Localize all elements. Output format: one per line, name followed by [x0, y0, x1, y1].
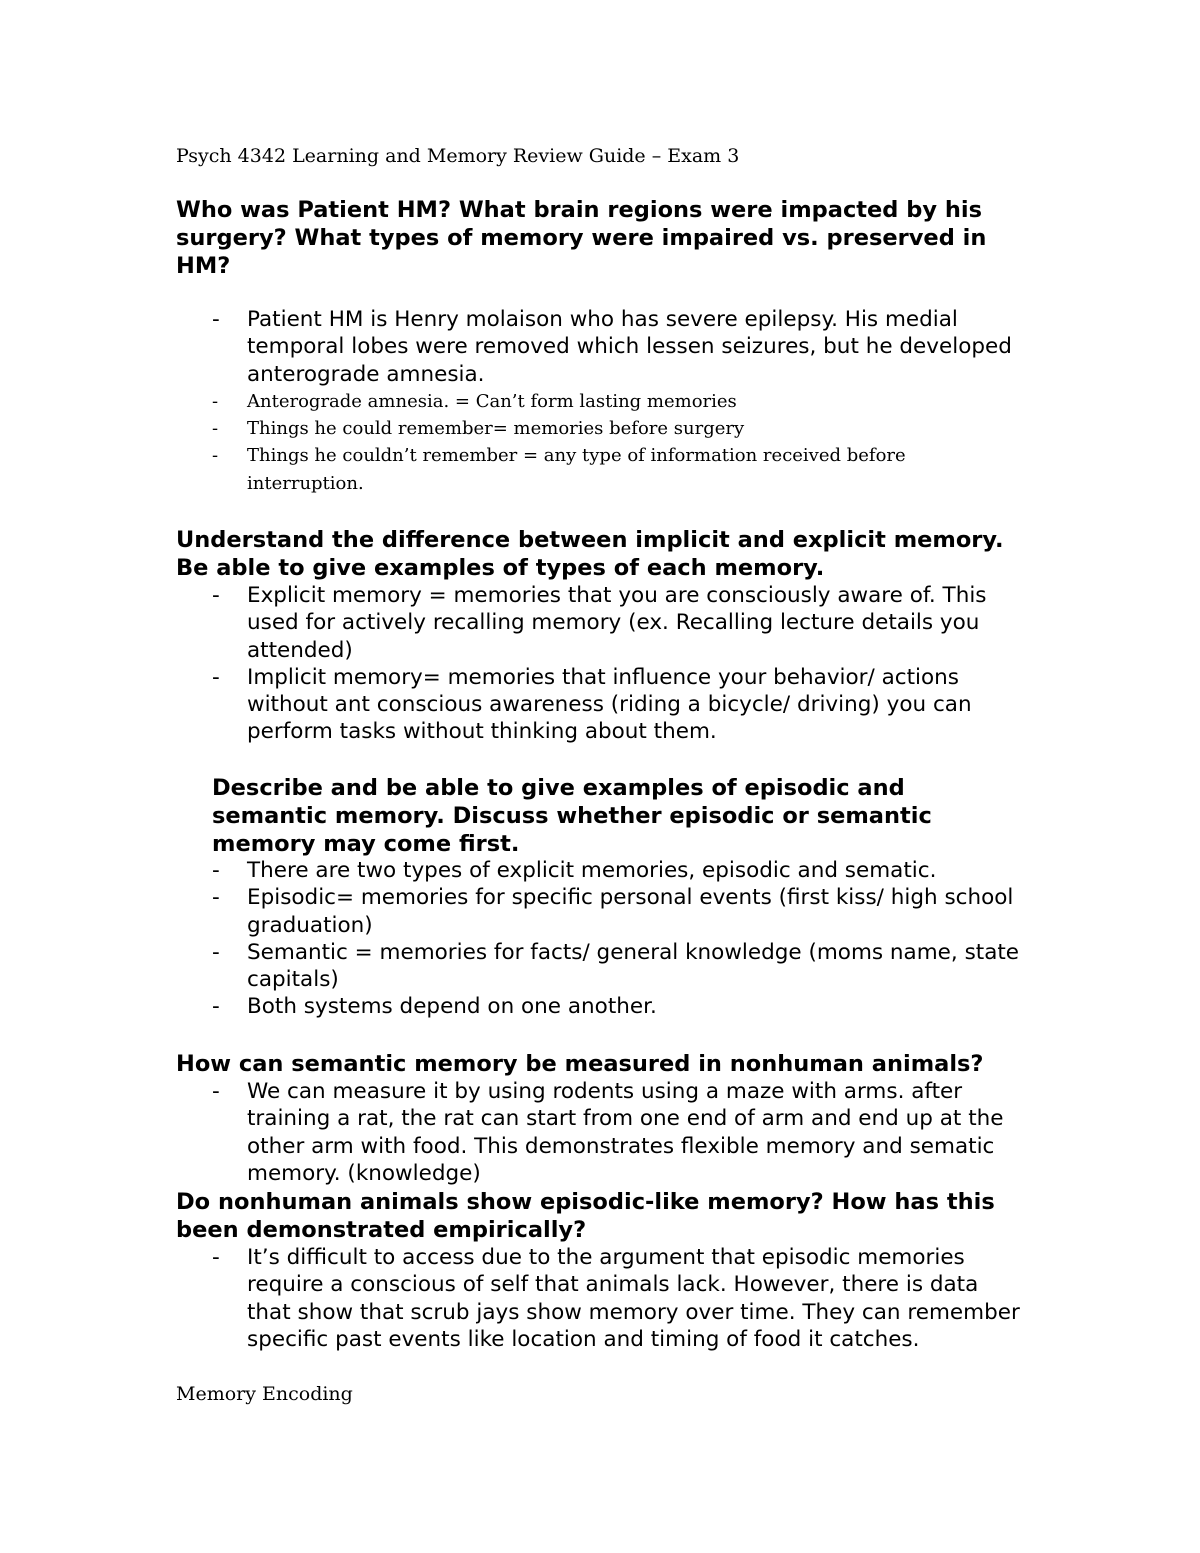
list-item: - It’s difficult to access due to the argument that episodic memories require a conscious of self that animals lack. However, there is data that show that scrub jays show memory over time. They can remember specific past events like location and timing of food it catches. — [176, 1244, 1026, 1353]
list-item: - Things he couldn’t remember = any type of information received before interruption. — [176, 442, 1026, 497]
answer-list-episodic-semantic — [176, 857, 1026, 1021]
question-episodic-semantic: Describe and be able to give examples of episodic and semantic memory. Discuss whether episodic or semantic memory may come first. — [212, 775, 932, 857]
answer-list-patient-hm — [176, 306, 1026, 497]
list-item: - Things he could remember= memories before surgery — [176, 415, 1026, 442]
question-semantic-animals: How can semantic memory be measured in nonhuman animals? — [176, 1051, 984, 1077]
question-patient-hm: Who was Patient HM? What brain regions were impacted by his surgery? What types of memory were impaired vs. preserved in HM? — [176, 197, 987, 279]
list-item: - Both systems depend on one another. — [176, 993, 1026, 1020]
footer-heading: Memory Encoding — [176, 1383, 353, 1405]
list-item: - Episodic= memories for specific personal events (first kiss/ high school graduation) — [176, 884, 1026, 939]
list-item: - We can measure it by using rodents using a maze with arms. after training a rat, the rat can start from one end of arm and end up at the other arm with food. This demonstrates flexible memory and sematic memory. (knowledge) — [176, 1078, 1026, 1187]
answer-list-semantic-animals — [176, 1078, 1026, 1187]
list-item: - Implicit memory= memories that influence your behavior/ actions without ant conscious awareness (riding a bicycle/ driving) you can perform tasks without thinking about them. — [176, 664, 1026, 746]
answer-list-episodic-animals — [176, 1244, 1026, 1353]
question-implicit-explicit: Understand the difference between implicit and explicit memory. Be able to give examples of types of each memory. — [176, 527, 1004, 581]
list-item: - Semantic = memories for facts/ general knowledge (moms name, state capitals) — [176, 939, 1026, 994]
list-item: - Patient HM is Henry molaison who has severe epilepsy. His medial temporal lobes were removed which lessen seizures, but he developed anterograde amnesia. — [176, 306, 1026, 388]
list-item: - Anterograde amnesia. = Can’t form lasting memories — [176, 388, 1026, 415]
list-item: - Explicit memory = memories that you are consciously aware of. This used for actively recalling memory (ex. Recalling lecture details you attended) — [176, 582, 1026, 664]
page-title: Psych 4342 Learning and Memory Review Guide – Exam 3 — [176, 145, 740, 167]
question-episodic-animals: Do nonhuman animals show episodic-like memory? How has this been demonstrated empirically? — [176, 1189, 995, 1243]
list-item: - There are two types of explicit memories, episodic and sematic. — [176, 857, 1026, 884]
answer-list-implicit-explicit — [176, 582, 1026, 746]
